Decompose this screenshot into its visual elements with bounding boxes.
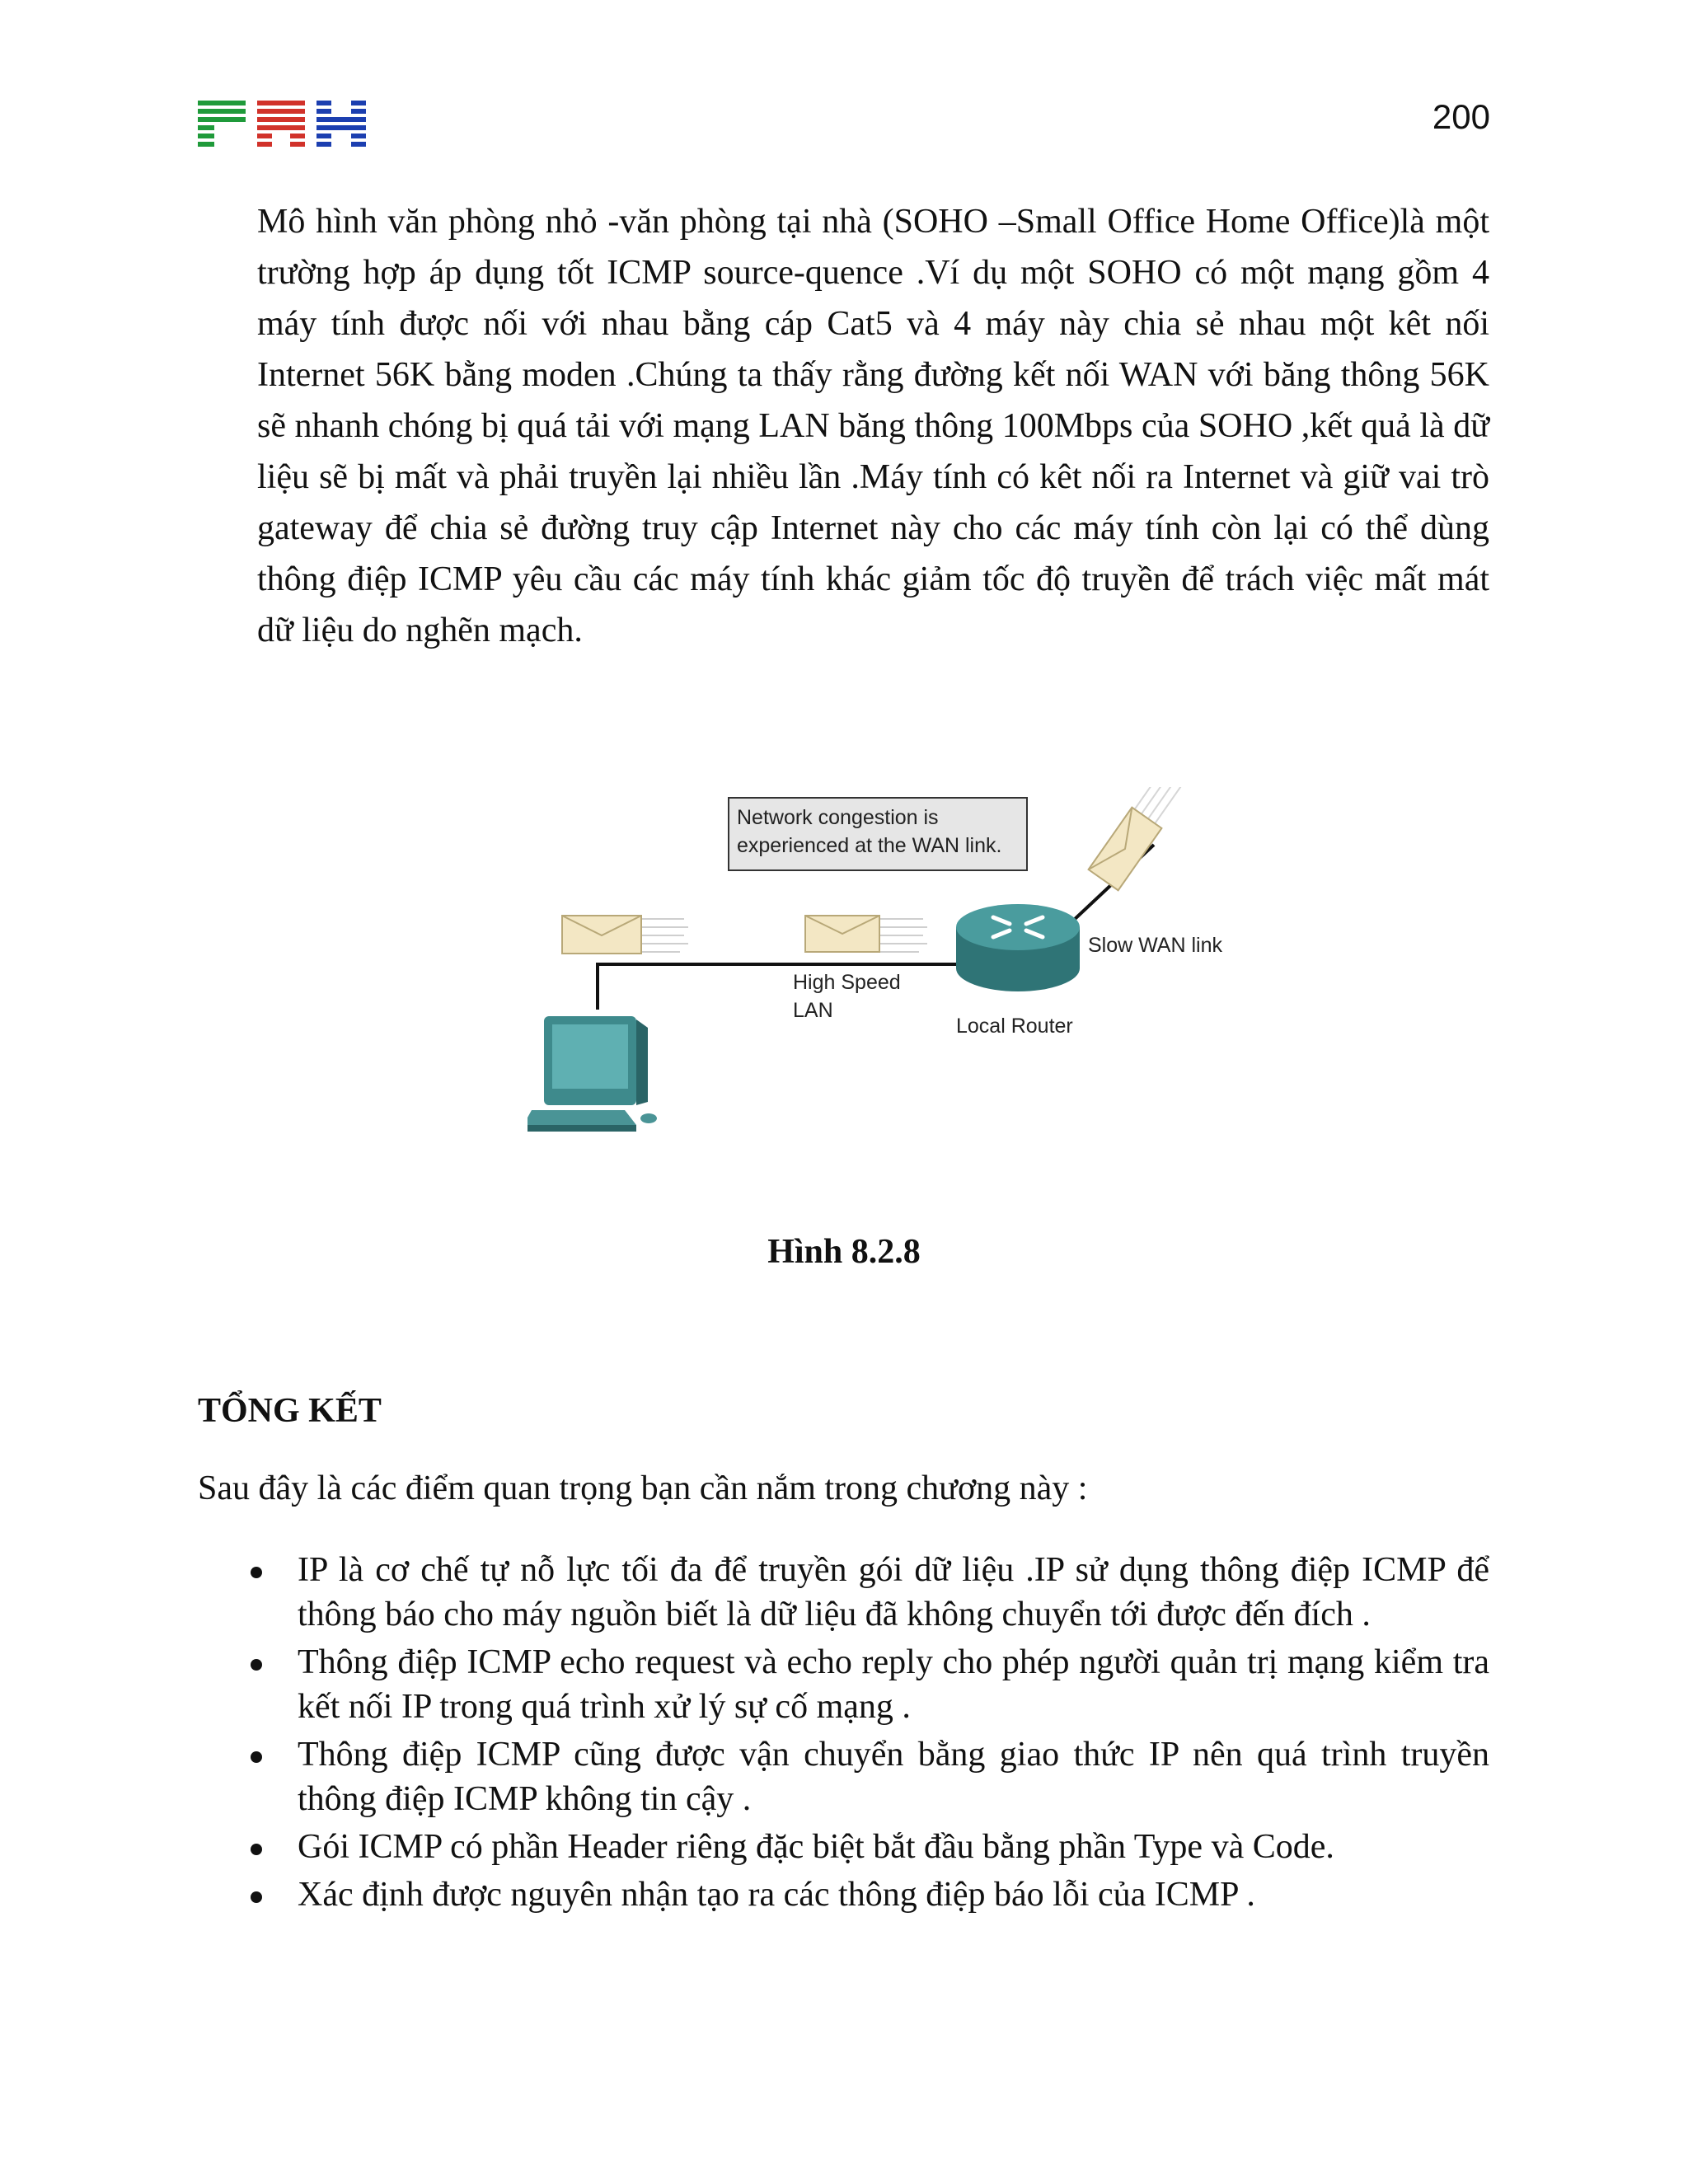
lan-link-line xyxy=(598,964,960,1010)
router-label: Local Router xyxy=(956,1015,1073,1038)
network-diagram xyxy=(528,787,1253,1133)
network-figure xyxy=(528,787,1253,1133)
lan-label-line-1: High Speed xyxy=(793,971,901,994)
callout-line-1: Network congestion is xyxy=(737,806,939,829)
data-packet-1 xyxy=(562,916,688,954)
summary-item-text: Thông điệp ICMP echo request và echo reply cho phép người quản trị mạng kiểm tra kết nối IP trong quá trình xử lý sự cố mạng . xyxy=(298,1643,1489,1726)
bullet-icon xyxy=(251,1891,262,1903)
lan-label-line-2: LAN xyxy=(793,999,833,1022)
bullet-icon xyxy=(251,1659,262,1671)
summary-item xyxy=(198,1548,1489,1637)
summary-item-text: IP là cơ chế tự nỗ lực tối đa để truyền gói dữ liệu .IP sử dụng thông điệp ICMP để thông báo cho máy nguồn biết là dữ liệu đã không chuyển tới được đến đích . xyxy=(298,1551,1489,1633)
router-icon xyxy=(956,904,1080,991)
summary-item-text: Thông điệp ICMP cũng được vận chuyển bằng giao thức IP nên quá trình truyền thông điệp ICMP không tin cậy . xyxy=(298,1736,1489,1818)
page-number: 200 xyxy=(1432,97,1490,136)
computer-icon xyxy=(528,1016,657,1132)
summary-item xyxy=(198,1872,1489,1917)
summary-intro: Sau đây là các điểm quan trọng bạn cần nắm trong chương này : xyxy=(198,1469,1088,1507)
summary-title: TỔNG KẾT xyxy=(198,1392,382,1430)
summary-item xyxy=(198,1640,1489,1729)
bullet-icon xyxy=(251,1844,262,1855)
data-packet-3 xyxy=(1089,787,1190,890)
summary-list xyxy=(198,1548,1489,1920)
summary-item-text: Gói ICMP có phần Header riêng đặc biệt bắt đầu bằng phần Type và Code. xyxy=(298,1828,1334,1866)
bullet-icon xyxy=(251,1751,262,1763)
pnh-logo-graphic xyxy=(198,99,367,150)
callout-line-2: experienced at the WAN link. xyxy=(737,834,1002,857)
summary-item xyxy=(198,1732,1489,1821)
summary-item xyxy=(198,1825,1489,1869)
pnh-logo xyxy=(198,99,367,150)
wan-label: Slow WAN link xyxy=(1088,934,1222,957)
figure-caption: Hình 8.2.8 xyxy=(767,1233,921,1271)
intro-paragraph: Mô hình văn phòng nhỏ -văn phòng tại nhà (SOHO –Small Office Home Office)là một trường hợp áp dụng tốt ICMP source-quence .Ví dụ một SOHO có một mạng gồm 4 máy tính được nối với nhau bằng cáp Cat5 và 4 máy này chia sẻ nhau một kêt nối Internet 56K bằng moden .Chúng ta thấy rằng đường kết nối WAN với băng thông 56K sẽ nhanh chóng bị quá tải với mạng LAN băng thông 100Mbps của SOHO ,kết quả là dữ liệu sẽ bị mất và phải truyền lại nhiều lần .Máy tính có kêt nối ra Internet và giữ vai trò gateway để chia sẻ đường truy cập Internet này cho các máy tính còn lại có thể dùng thông điệp ICMP yêu cầu các máy tính khác giảm tốc độ truyền để trách việc mất mát dữ liệu do nghẽn mạch. xyxy=(257,203,1489,649)
data-packet-2 xyxy=(805,916,927,952)
summary-item-text: Xác định được nguyên nhận tạo ra các thông điệp báo lỗi của ICMP . xyxy=(298,1876,1255,1914)
bullet-icon xyxy=(251,1567,262,1578)
